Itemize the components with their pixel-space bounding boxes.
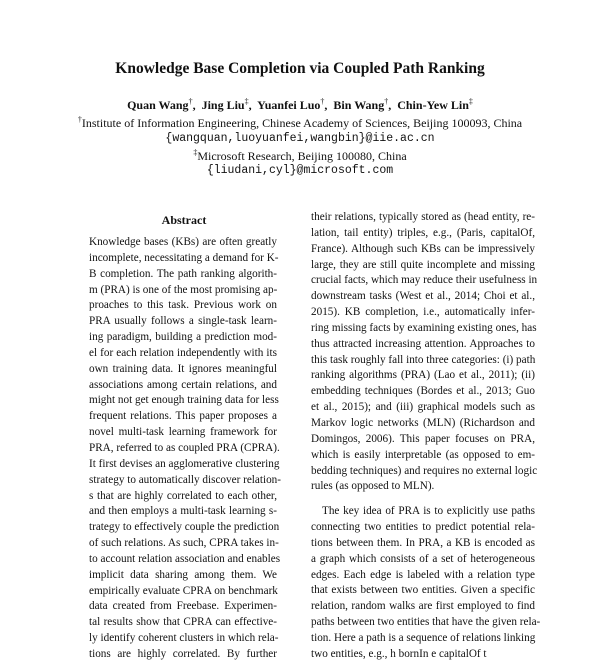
abstract-line: strategy to automatically discover relation- — [89, 473, 281, 486]
intro-line: Markov logic networks (MLN) (Richardson and — [311, 416, 535, 429]
intro-line: two entities, e.g., h bornIn e capitalOf t — [311, 647, 487, 660]
intro-line: lation, tail entity) triples, e.g., (Paris, capitalOf, — [311, 226, 535, 239]
abstract-line: to account relation association and enables — [89, 552, 281, 565]
affiliation-mark: † — [77, 115, 82, 124]
abstract-line: ly identify coherent clusters in which rela- — [89, 632, 279, 645]
abstract-body — [89, 235, 281, 663]
abstract-line: data created from Freebase. Experimen- — [89, 600, 277, 613]
affiliation-text: Microsoft Research, Beijing 100080, China — [197, 149, 407, 163]
intro-line: that exists between two entities. Given a specific — [311, 584, 535, 597]
abstract-line: implicit data sharing among them. We — [89, 568, 277, 581]
author-mark: † — [188, 97, 193, 106]
intro-line: 2015). KB completion, i.e., automatically infer- — [311, 306, 535, 319]
intro-line: embedding techniques (Bordes et al., 2013; Guo — [311, 385, 535, 398]
abstract-line: tal results show that CPRA can effective- — [89, 616, 277, 629]
abstract-line: el for each relation independently with its — [89, 346, 277, 359]
intro-line: rules (as opposed to MLN). — [311, 480, 435, 493]
abstract-line: Knowledge bases (KBs) are often greatly — [89, 236, 277, 248]
intro-line: downstream tasks (West et al., 2014; Choi et al., — [311, 290, 535, 303]
intro-line: tions between them. In PRA, a KB is encoded as — [311, 536, 535, 549]
affiliation-2 — [0, 148, 600, 164]
abstract-line: trategy to effectively couple the prediction — [89, 521, 280, 534]
affiliation-mark: ‡ — [193, 148, 198, 157]
abstract-line: and then employs a multi-task learning s- — [89, 505, 277, 518]
abstract-line: novel multi-task learning framework for — [89, 426, 277, 439]
abstract-heading: Abstract — [161, 213, 207, 227]
abstract-line: m (PRA) is one of the most promising ap- — [89, 283, 278, 296]
abstract-line: incomplete, necessitating a demand for K- — [89, 251, 279, 264]
author-name: Yuanfei Luo — [257, 98, 321, 112]
author-mark: ‡ — [468, 97, 473, 106]
intro-line: ring missing facts by examining existing ones, has — [311, 321, 537, 334]
intro-line: their relations, typically stored as (head entity, re- — [311, 211, 535, 223]
affiliation-text: Institute of Information Engineering, Chinese Academy of Sciences, Beijing 100093, China — [81, 116, 523, 130]
author-name: Bin Wang — [333, 98, 385, 112]
abstract-line: of such relations. As such, CPRA takes in- — [89, 537, 279, 550]
intro-line: bedding techniques) and requires no external logic — [311, 464, 538, 477]
email-2: {liudani,cyl}@microsoft.com — [206, 164, 394, 177]
intro-line: relation, random walks are first employed to find — [311, 600, 535, 613]
author-line: Quan Wang†, Jing Liu‡, Yuanfei Luo†, Bin Wang†, Chin-Yew Lin‡ — [127, 97, 473, 112]
intro-line: a graph which consists of a set of heterogeneous — [311, 552, 535, 565]
intro-line: The key idea of PRA is to explicitly use paths — [322, 505, 535, 518]
abstract-line: own training data. It ignores meaningful — [89, 362, 277, 375]
abstract-line: ing paradigm, building a prediction mod- — [89, 331, 277, 344]
abstract-line: s that are highly correlated to each other, — [89, 489, 277, 502]
affiliation-1 — [0, 115, 600, 131]
intro-line: large, they are still quite incomplete and missing — [311, 258, 535, 271]
intro-line: crucial facts, which may reduce their usefulness in — [311, 274, 538, 287]
abstract-line: PRA usually follows a single-task learn- — [89, 315, 277, 328]
author-name: Quan Wang — [127, 98, 189, 112]
intro-line: paths between two entities that have the given rela- — [311, 616, 541, 629]
intro-line: connecting two entities to predict potential rela- — [311, 521, 535, 534]
author-name: Chin-Yew Lin — [397, 98, 469, 112]
abstract-line: empirically evaluate CPRA on benchmark — [89, 584, 278, 597]
abstract-line: B completion. The path ranking algorith- — [89, 267, 277, 280]
abstract-line: might not get enough training data for less — [89, 394, 279, 407]
intro-line: France). Although such KBs can be impressively — [311, 242, 535, 255]
abstract-line: tions are highly correlated. By further — [89, 647, 277, 660]
intro-line: this task roughly fall into three categories: (i) path — [311, 353, 536, 366]
intro-line: tion. Here a path is a sequence of relations linking — [311, 631, 536, 644]
intro-line: ranking algorithms (PRA) (Lao et al., 2011); (ii) — [311, 369, 535, 382]
intro-line: Domingos, 2006). This paper focuses on PRA, — [311, 432, 535, 445]
author-name: Jing Liu — [201, 98, 245, 112]
author-mark: ‡ — [244, 97, 249, 106]
paper-title: Knowledge Base Completion via Coupled Path Ranking — [115, 60, 485, 77]
intro-line: edges. Each edge is labeled with a relation type — [311, 568, 535, 581]
intro-line: which is easily interpretable (as opposed to em- — [311, 448, 535, 461]
intro-line: et al., 2015); and (iii) graphical models such as — [311, 401, 535, 414]
author-mark: † — [384, 97, 389, 106]
email-1: {wangquan,luoyuanfei,wangbin}@iie.ac.cn — [165, 132, 435, 145]
author-mark: † — [320, 97, 325, 106]
intro-line: thus attracted increasing attention. Approaches to — [311, 337, 535, 350]
abstract-line: PRA, referred to as coupled PRA (CPRA). — [89, 441, 280, 454]
abstract-line: It first devises an agglomerative clustering — [89, 457, 280, 470]
intro-body — [311, 210, 541, 663]
abstract-line: frequent relations. This paper proposes a — [89, 410, 277, 423]
abstract-line: proaches to this task. Previous work on — [89, 299, 277, 312]
abstract-line: associations among certain relations, and — [89, 378, 277, 391]
